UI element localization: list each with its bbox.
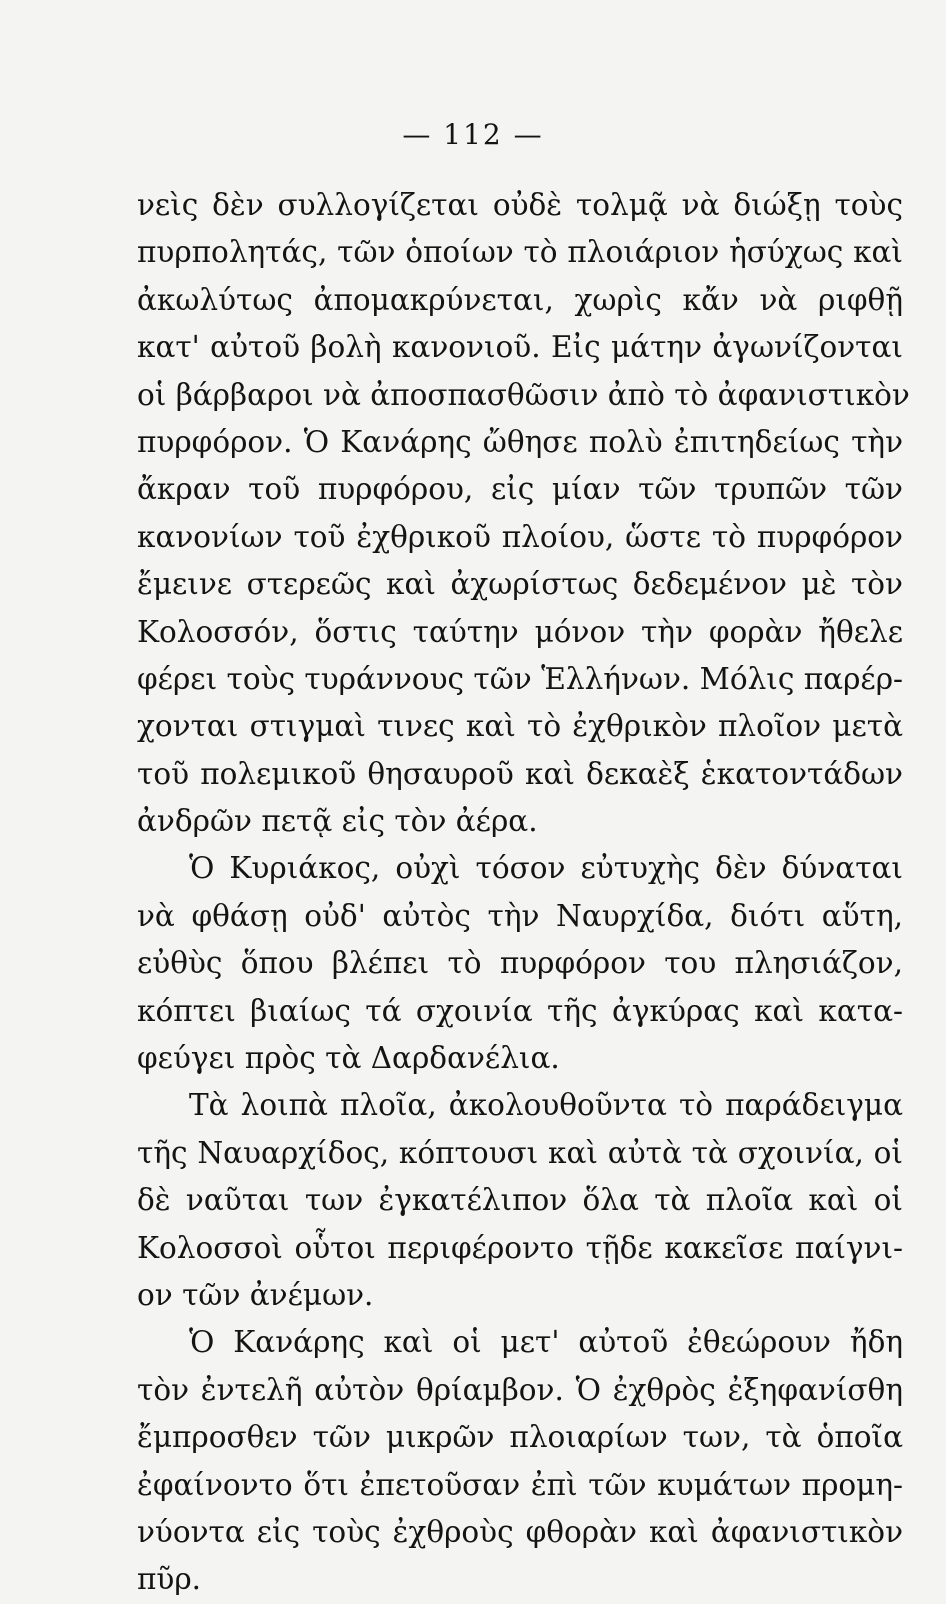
text-line: πυρφόρον. Ὁ Κανάρης ὤθησε πολὺ ἐπιτηδείως τὴν: [137, 424, 903, 459]
text-line: τοῦ πολεμικοῦ θησαυροῦ καὶ δεκαὲξ ἑκατοντάδων: [137, 756, 903, 791]
text-line: πῦρ.: [137, 1562, 202, 1597]
text-line: εὐθὺς ὅπου βλέπει τὸ πυρφόρον του πλησιάζον,: [137, 946, 903, 981]
text-line: φεύγει πρὸς τὰ Δαρδανέλια.: [137, 1041, 560, 1076]
text-line: νὰ φθάσῃ οὐδ' αὐτὸς τὴν Ναυρχίδα, διότι αὕτη,: [137, 898, 903, 933]
text-line: Κολοσσοὶ οὗτοι περιφέροντο τῇδε κακεῖσε παίγνι-: [137, 1230, 903, 1265]
text-line: νεὶς δὲν συλλογίζεται οὐδὲ τολμᾷ νὰ διώξῃ τοὺς: [137, 188, 903, 222]
text-line: φέρει τοὺς τυράννους τῶν Ἑλλήνων. Μόλις παρέρ-: [137, 661, 904, 696]
text-line: χονται στιγμαὶ τινες καὶ τὸ ἐχθρικὸν πλοῖον μετὰ: [137, 709, 903, 744]
text-line: νύοντα εἰς τοὺς ἐχθροὺς φθορὰν καὶ ἀφανιστικὸν: [137, 1514, 903, 1549]
text-line: τὸν ἐντελῆ αὐτὸν θρίαμβον. Ὁ ἐχθρὸς ἐξηφανίσθη: [137, 1372, 903, 1407]
text-line: τῆς Ναυαρχίδος, κόπτουσι καὶ αὐτὰ τὰ σχοινία, οἱ: [137, 1135, 903, 1170]
text-line: Ὁ Κυριάκος, οὐχὶ τόσον εὐτυχὴς δὲν δύναται: [189, 851, 903, 886]
text-line: πυρπολητάς, τῶν ὁποίων τὸ πλοιάριον ἡσύχως καὶ: [137, 235, 903, 270]
text-line: ἐφαίνοντο ὅτι ἐπετοῦσαν ἐπὶ τῶν κυμάτων προμη-: [137, 1467, 903, 1502]
page-number: — 112 —: [402, 118, 544, 151]
text-line: οἱ βάρβαροι νὰ ἀποσπασθῶσιν ἀπὸ τὸ ἀφανιστικὸν: [137, 377, 910, 412]
text-line: ἔμεινε στερεῶς καὶ ἀχωρίστως δεδεμένον μὲ τὸν: [137, 567, 903, 602]
text-line: ἀνδρῶν πετᾷ εἰς τὸν ἀέρα.: [137, 804, 538, 839]
text-line: Ὁ Κανάρης καὶ οἱ μετ' αὐτοῦ ἐθεώρουν ἤδη: [189, 1325, 903, 1360]
text-line: ἀκωλύτως ἀπομακρύνεται, χωρὶς κἄν νὰ ριφθῇ: [137, 282, 903, 317]
text-line: δὲ ναῦται των ἐγκατέλιπον ὅλα τὰ πλοῖα καὶ οἱ: [137, 1183, 903, 1218]
text-line: κατ' αὐτοῦ βολὴ κανονιοῦ. Εἰς μάτην ἀγωνίζονται: [137, 330, 903, 365]
text-line: κόπτει βιαίως τά σχοινία τῆς ἀγκύρας καὶ κατα-: [137, 993, 903, 1028]
text-line: Κολοσσόν, ὅστις ταύτην μόνον τὴν φορὰν ἤθελε: [137, 614, 903, 649]
text-line: ἔμπροσθεν τῶν μικρῶν πλοιαρίων των, τὰ ὁποῖα: [137, 1420, 903, 1455]
text-line: Τὰ λοιπὰ πλοῖα, ἀκολουθοῦντα τὸ παράδειγμα: [189, 1088, 903, 1123]
body-text: [137, 182, 910, 1604]
text-line: ἄκραν τοῦ πυρφόρου, εἰς μίαν τῶν τρυπῶν τῶν: [137, 472, 903, 507]
text-line: κανονίων τοῦ ἐχθρικοῦ πλοίου, ὥστε τὸ πυρφόρον: [137, 519, 903, 554]
text-line: ον τῶν ἀνέμων.: [137, 1277, 374, 1312]
